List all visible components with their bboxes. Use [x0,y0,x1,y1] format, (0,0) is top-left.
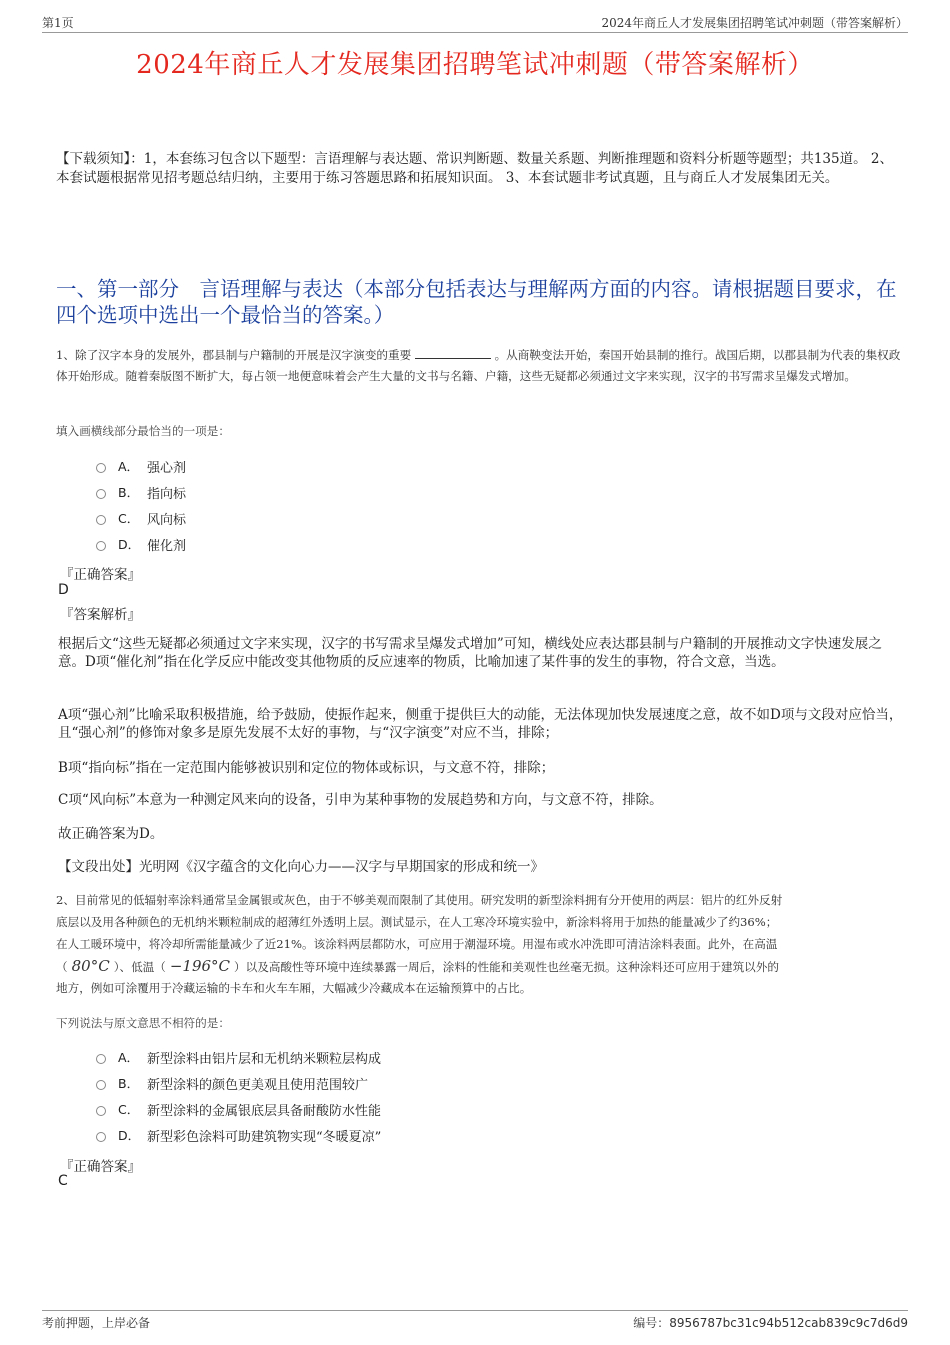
analysis-paragraph: 根据后文“这些无疑都必须通过文字来实现，汉字的书写需求呈爆发式增加”可知，横线处应表达郡县制与户籍制的开展推动文字快速发展之意。D项“催化剂”指在化学反应中能改变其他物质的反应速率的物质，比喻加速了某件事的发生的事物，符合文意，当选。 [58,636,882,670]
analysis-paragraph: A项“强心剂”比喻采取积极措施，给予鼓励，使振作起来，侧重于提供巨大的动能，无法体现加快发展速度之意，故不如D项与文段对应恰当，且“强心剂”的修饰对象多是原先发展不太好的事物，与“汉字演变”对应不当，排除； [58,707,903,741]
footer-divider [42,1310,908,1311]
code-value: 8956787bc31c94b512cab839c9c7d6d9 [669,1316,908,1330]
option-letter: B． [118,1076,140,1091]
high-temperature: 80°C [71,957,110,975]
section-heading: 一、第一部分 言语理解与表达（本部分包括表达与理解两方面的内容。请根据题目要求，在四个选项中选出一个最恰当的答案。） [56,277,897,327]
question-1-option-b[interactable] [96,482,186,502]
option-letter: A． [118,459,140,474]
page-number: 第1页 [42,16,74,30]
question-2-option-d[interactable] [96,1125,381,1145]
low-temperature: −196°C [169,957,231,975]
question-2-option-b[interactable] [96,1073,368,1093]
footer-slogan: 考前押题，上岸必备 [42,1316,151,1330]
text-fragment: ）、低温（ [113,960,166,974]
option-letter: A． [118,1050,140,1065]
header-divider [42,32,908,33]
paren-open: （ [56,960,68,974]
question-1-text-before: 1、除了汉字本身的发展外，郡县制与户籍制的开展是汉字演变的重要 [56,348,415,362]
question-1-option-c[interactable] [96,508,186,528]
header-doc-title: 2024年商丘人才发展集团招聘笔试冲刺题（带答案解析） [601,16,908,30]
option-letter: D． [118,537,141,552]
question-2-line: 2、目前常见的低辐射率涂料通常呈金属银或灰色，由于不够美观而限制了其使用。研究发明的新型涂料拥有分开使用的两层：铝片的红外反射 [56,893,783,907]
question-2-answer-label: 『正确答案』 [60,1159,141,1175]
radio-icon[interactable] [96,1080,106,1090]
option-letter: B． [118,485,140,500]
question-1-option-a[interactable] [96,456,186,476]
question-2-line: 在人工暖环境中，将冷却所需能量减少了近21%。该涂料两层都防水，可应用于潮湿环境。用湿布或水冲洗即可清洁涂料表面。此外，在高温 [56,937,778,951]
question-2-option-a[interactable] [96,1047,381,1067]
question-2-line: 底层以及用各种颜色的无机纳米颗粒制成的超薄红外透明上层。测试显示，在人工寒冷环境实验中，新涂料将用于加热的能量减少了约36%； [56,915,778,929]
option-text: 强心剂 [147,460,187,476]
question-1-stem [56,345,902,387]
option-text: 新型彩色涂料可助建筑物实现“冬暖夏凉” [147,1129,382,1145]
question-2-option-c[interactable] [96,1099,381,1119]
analysis-paragraph: C项“风向标”本意为一种测定风来向的设备，引申为某种事物的发展趋势和方向，与文意不符，排除。 [58,792,663,808]
option-text: 新型涂料由铝片层和无机纳米颗粒层构成 [147,1051,382,1067]
question-2-line: 地方，例如可涂覆用于冷藏运输的卡车和火车车厢，大幅减少冷藏成本在运输预算中的占比。 [56,981,532,995]
download-notice: 【下载须知】：1，本套练习包含以下题型：言语理解与表达题、常识判断题、数量关系题、判断推理题和资料分析题等题型；共135道。 2、本套试题根据常见招考题总结归纳，主要用于练习答题思路和拓展知识面。 3、本套试题非考试真题，且与商丘人才发展集团无关。 [56,151,893,186]
question-2-prompt: 下列说法与原文意思不相符的是： [56,1016,230,1030]
question-2-line [56,956,902,978]
footer-code [633,1314,908,1331]
option-text: 风向标 [147,512,187,528]
question-1-prompt: 填入画横线部分最恰当的一项是： [56,424,230,438]
radio-icon[interactable] [96,489,106,499]
code-label: 编号： [633,1316,670,1330]
page-title: 2024年商丘人才发展集团招聘笔试冲刺题（带答案解析） [136,50,814,80]
radio-icon[interactable] [96,463,106,473]
question-1-answer-label: 『正确答案』 [60,567,141,583]
question-1-text-after: 。从商鞅变法开始，秦国开始县制的推行。战国后期，以郡县制为代表的集权政体开始形成。随着秦版图不断扩大，每占领一地便意味着会产生大量的文书与名籍、户籍，这些无疑都必须通过文字来实现，汉字的书写需求呈爆发式增加。 [56,348,901,383]
analysis-paragraph: B项“指向标”指在一定范围内能够被识别和定位的物体或标识，与文意不符，排除； [58,760,555,776]
fill-blank [415,348,491,359]
option-letter: C． [118,1102,140,1117]
radio-icon[interactable] [96,1132,106,1142]
text-fragment: ）以及高酸性等环境中连续暴露一周后，涂料的性能和美观性也丝毫无损。这种涂料还可应用于建筑以外的 [234,960,779,974]
option-letter: C． [118,511,140,526]
option-text: 催化剂 [147,538,187,554]
question-1-option-d[interactable] [96,534,186,554]
option-letter: D． [118,1128,141,1143]
option-text: 指向标 [147,486,187,502]
option-text: 新型涂料的颜色更美观且使用范围较广 [147,1077,369,1093]
question-1-analysis-label: 『答案解析』 [60,607,141,623]
radio-icon[interactable] [96,515,106,525]
source-citation: 【文段出处】光明网《汉字蕴含的文化向心力——汉字与早期国家的形成和统一》 [58,859,544,875]
question-1-answer: D [58,582,69,598]
option-text: 新型涂料的金属银底层具备耐酸防水性能 [147,1103,382,1119]
analysis-paragraph: 故正确答案为D。 [58,826,164,842]
radio-icon[interactable] [96,1106,106,1116]
radio-icon[interactable] [96,1054,106,1064]
radio-icon[interactable] [96,541,106,551]
question-2-answer: C [58,1173,68,1189]
